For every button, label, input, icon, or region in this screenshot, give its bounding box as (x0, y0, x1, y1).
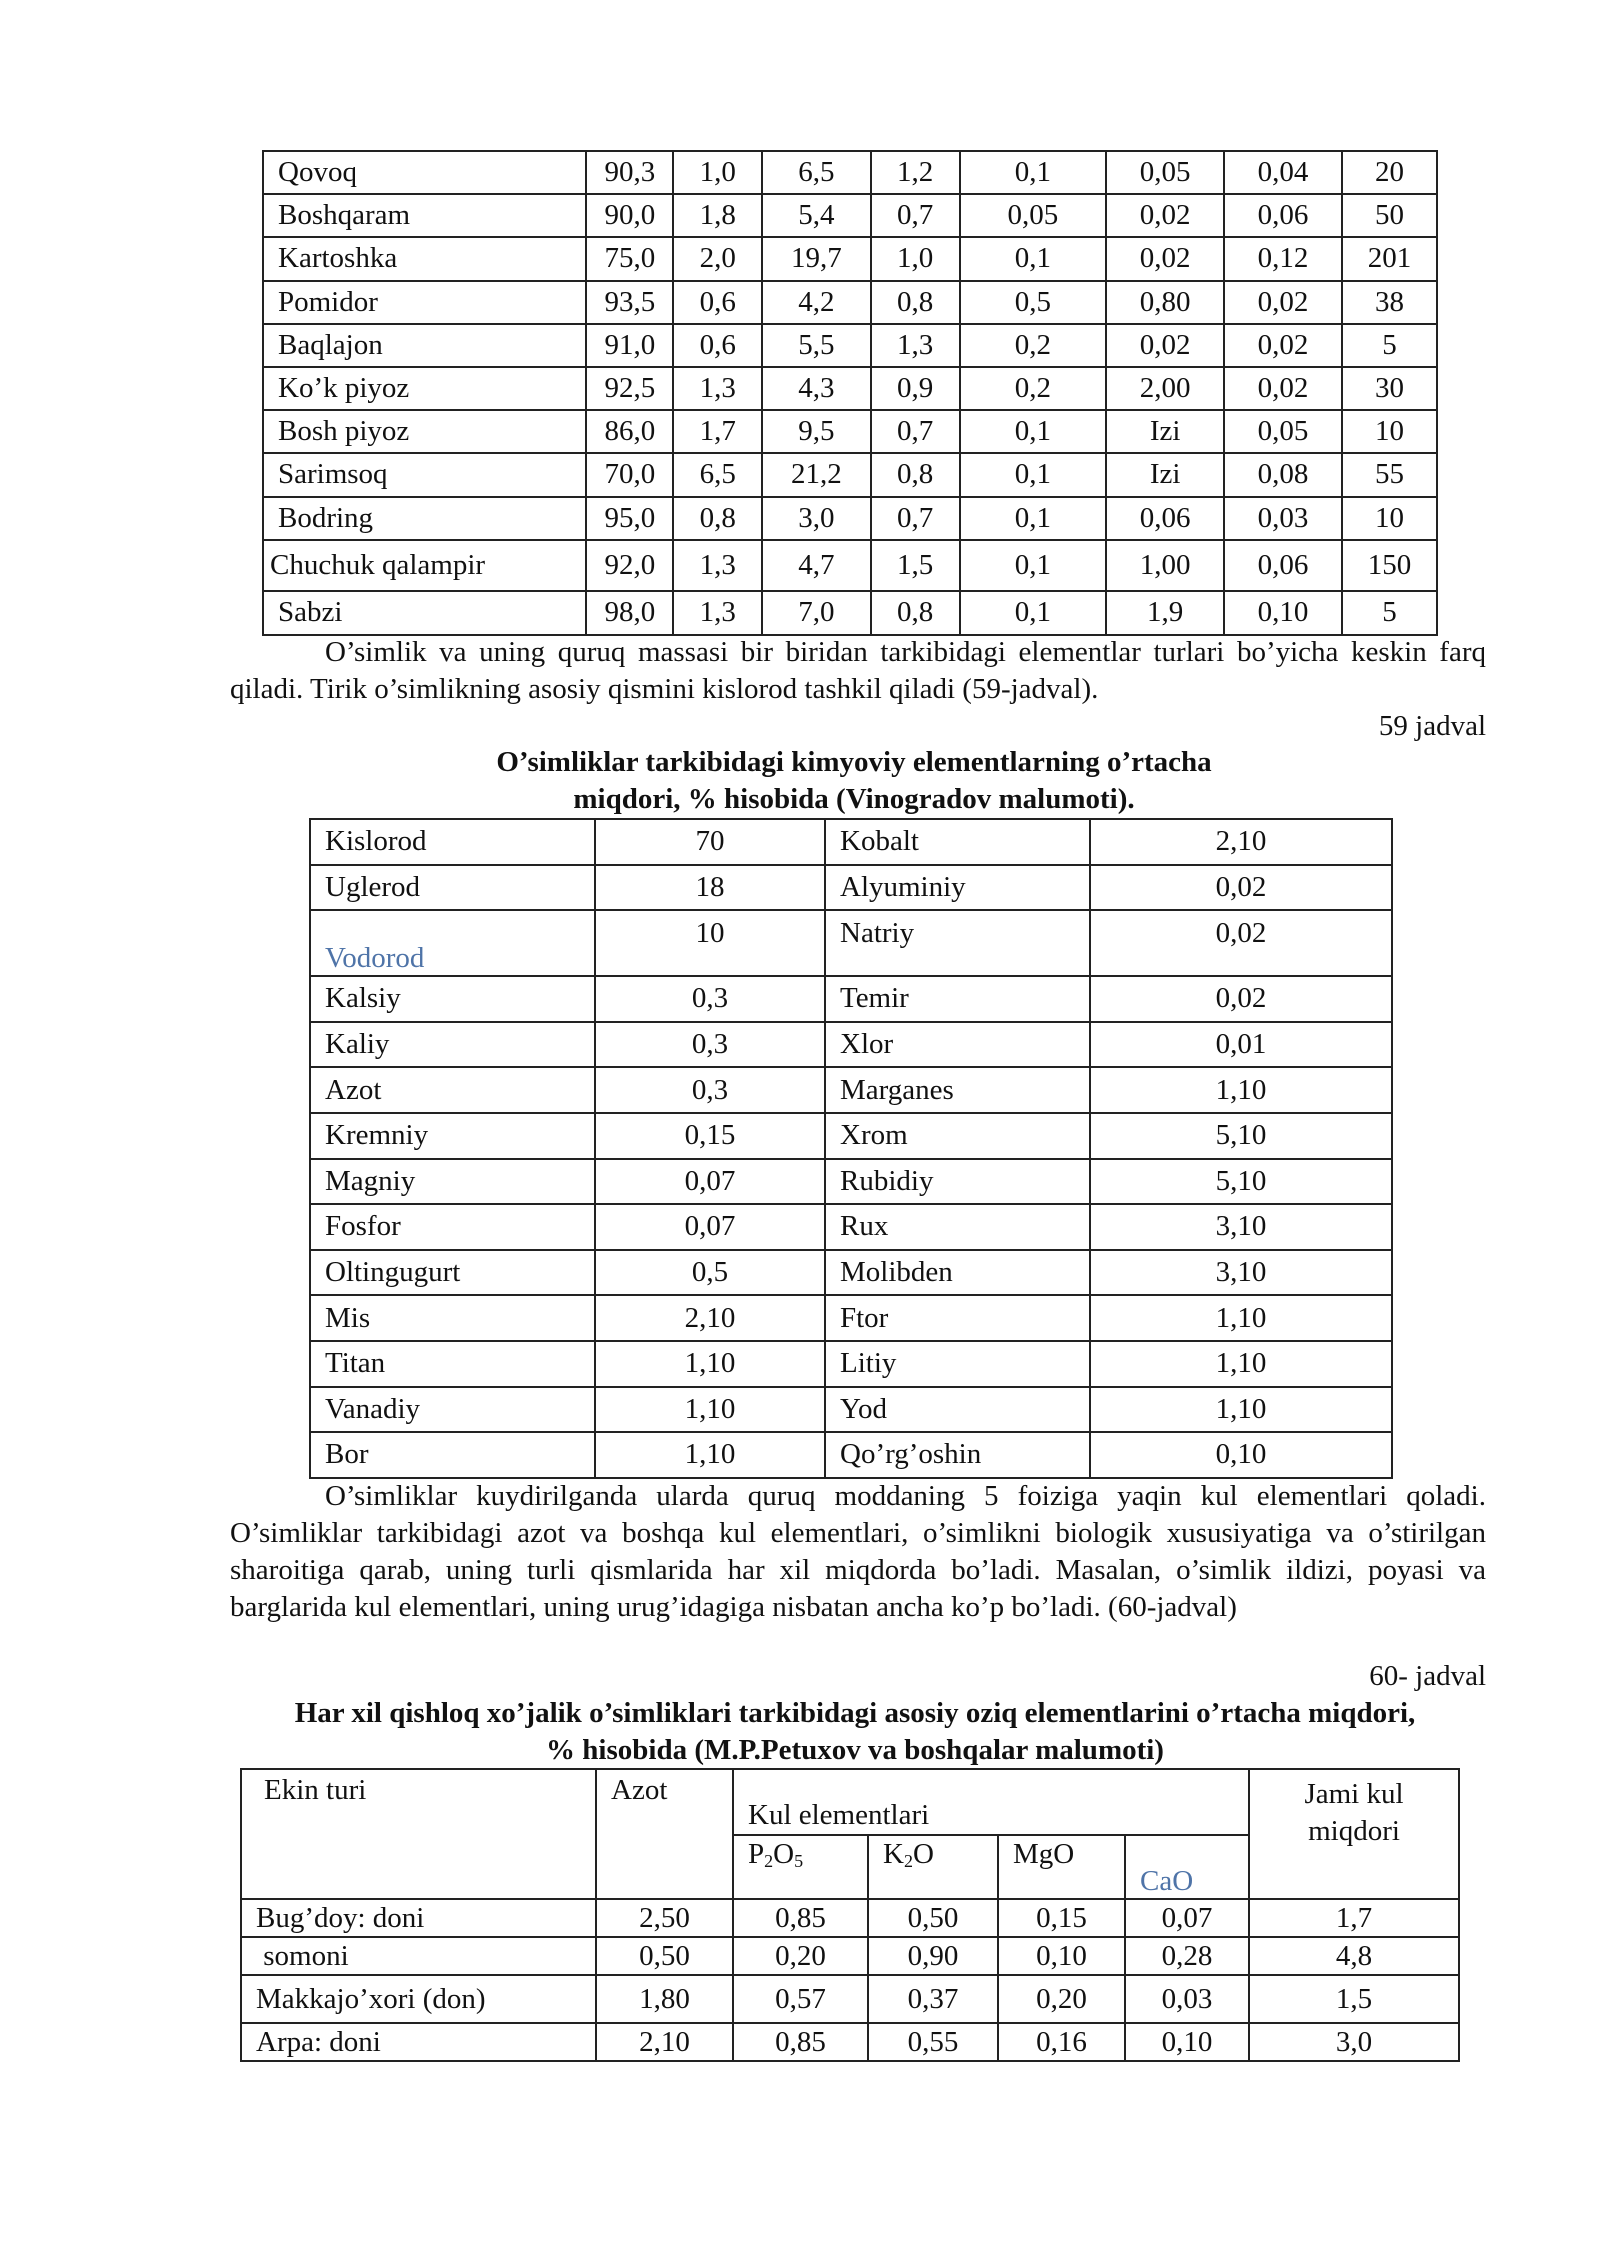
row-label: Kartoshka (263, 237, 586, 280)
element-value: 1,10 (595, 1387, 825, 1433)
table-cell: 201 (1342, 237, 1437, 280)
element-name: Alyuminiy (825, 865, 1090, 911)
table-cell: 0,8 (673, 497, 762, 540)
table-cell: 0,8 (871, 453, 960, 496)
row-label: Baqlajon (263, 324, 586, 367)
table-row (310, 865, 1392, 911)
element-value: 5,10 (1090, 1113, 1392, 1159)
header-cao: CaO (1125, 1835, 1249, 1899)
table-row (310, 1022, 1392, 1068)
table-cell: 0,57 (733, 1975, 868, 2023)
element-value: 70 (595, 819, 825, 865)
crop-name: Makkajo’xori (don) (241, 1975, 596, 2023)
table-row (241, 1899, 1459, 1937)
table-cell: 0,8 (871, 591, 960, 635)
header-jami-kul-line1: Jami kul (1304, 1778, 1404, 1810)
table-60-title (200, 1695, 1510, 1769)
row-label: Chuchuk qalampir (263, 540, 586, 591)
table-cell: 1,3 (673, 540, 762, 591)
table-cell: 0,05 (1106, 151, 1224, 194)
table-cell: 98,0 (586, 591, 673, 635)
table-cell: 1,3 (673, 367, 762, 410)
table-cell: 30 (1342, 367, 1437, 410)
element-value: 0,15 (595, 1113, 825, 1159)
p2o5-p: P (748, 1838, 765, 1870)
table-cell: 1,8 (673, 194, 762, 237)
table-60 (240, 1768, 1460, 2062)
table-cell: 1,3 (871, 324, 960, 367)
table-cell: 1,5 (1249, 1975, 1459, 2023)
table-cell: 9,5 (762, 410, 871, 453)
header-jami-kul-line2: miqdori (1308, 1815, 1400, 1847)
table-cell: 0,85 (733, 1899, 868, 1937)
table-row (310, 1341, 1392, 1387)
element-name: Xrom (825, 1113, 1090, 1159)
header-kul-elementlari: Kul elementlari (733, 1769, 1249, 1835)
table-cell: 1,2 (871, 151, 960, 194)
table-cell: 0,85 (733, 2023, 868, 2061)
table-row (310, 976, 1392, 1022)
element-value: 1,10 (595, 1341, 825, 1387)
table-row (263, 151, 1437, 194)
table-row (310, 1067, 1392, 1113)
element-name: Magniy (310, 1159, 595, 1205)
table-cell: 150 (1342, 540, 1437, 591)
element-value: 3,10 (1090, 1250, 1392, 1296)
element-name: Vodorod (310, 910, 595, 976)
element-value: 1,10 (1090, 1387, 1392, 1433)
element-name: Molibden (825, 1250, 1090, 1296)
k2o-o: O (912, 1838, 934, 1870)
vegetables-table-body (263, 151, 1437, 635)
table-cell: 0,02 (1106, 237, 1224, 280)
table-cell: 0,9 (871, 367, 960, 410)
element-value: 1,10 (1090, 1067, 1392, 1113)
table-cell: 0,90 (868, 1937, 998, 1975)
table-cell: 4,2 (762, 281, 871, 324)
table-cell: 0,07 (1125, 1899, 1249, 1937)
element-name: Titan (310, 1341, 595, 1387)
table-cell: 0,1 (960, 591, 1107, 635)
element-value: 0,5 (595, 1250, 825, 1296)
header-p2o5 (733, 1835, 868, 1899)
table-cell: 93,5 (586, 281, 673, 324)
table-cell: 0,02 (1224, 281, 1342, 324)
table-cell: 70,0 (586, 453, 673, 496)
table-row (310, 1295, 1392, 1341)
table-cell: 0,20 (733, 1937, 868, 1975)
element-name: Marganes (825, 1067, 1090, 1113)
table-row (263, 237, 1437, 280)
table-cell: 0,28 (1125, 1937, 1249, 1975)
table-cell: 0,55 (868, 2023, 998, 2061)
table-cell: 0,03 (1224, 497, 1342, 540)
table-row (263, 410, 1437, 453)
table-cell: 0,20 (998, 1975, 1125, 2023)
element-value: 0,01 (1090, 1022, 1392, 1068)
table-60-title-line2: % hisobida (M.P.Petuxov va boshqalar malumoti) (546, 1734, 1164, 1766)
table-cell: 0,1 (960, 540, 1107, 591)
table-cell: 50 (1342, 194, 1437, 237)
table-cell: 0,05 (960, 194, 1107, 237)
element-name: Kaliy (310, 1022, 595, 1068)
table-cell: 0,7 (871, 497, 960, 540)
table-cell: 7,0 (762, 591, 871, 635)
element-name: Kislorod (310, 819, 595, 865)
table-cell: 2,50 (596, 1899, 733, 1937)
table-cell: 0,50 (596, 1937, 733, 1975)
crop-name: Arpa: doni (241, 2023, 596, 2061)
row-label: Qovoq (263, 151, 586, 194)
element-name: Vanadiy (310, 1387, 595, 1433)
row-label: Bosh piyoz (263, 410, 586, 453)
table-cell: 0,02 (1224, 367, 1342, 410)
element-name: Kalsiy (310, 976, 595, 1022)
table-cell: 0,10 (1224, 591, 1342, 635)
element-name: Xlor (825, 1022, 1090, 1068)
table-cell: 0,06 (1224, 194, 1342, 237)
table-cell: 0,50 (868, 1899, 998, 1937)
element-value: 2,10 (1090, 819, 1392, 865)
crop-name: Bug’doy: doni (241, 1899, 596, 1937)
element-name: Rubidiy (825, 1159, 1090, 1205)
table-cell: 1,9 (1106, 591, 1224, 635)
table-60-body (241, 1899, 1459, 2061)
paragraph-ash-elements: O’simliklar kuydirilganda ularda quruq moddaning 5 foiziga yaqin kul elementlari qoladi. O’simliklar tarkibidagi azot va boshqa kul elementlari, o’simlikni biologik xususiyatiga va o’stirilgan sharoitiga qarab, uning turli qismlarida har xil miqdorda bo’ladi. Masalan, o’simlik ildizi, poyasi va barglarida kul elementlari, uning urug’idagiga nisbatan ancha ko’p bo’ladi. (60-jadval) (230, 1480, 1486, 1623)
table-cell: Izi (1106, 453, 1224, 496)
table-cell: 92,5 (586, 367, 673, 410)
table-cell: 0,03 (1125, 1975, 1249, 2023)
table-cell: 0,6 (673, 281, 762, 324)
table-cell: 0,05 (1224, 410, 1342, 453)
table-cell: 6,5 (673, 453, 762, 496)
p2o5-sub1: 2 (764, 1851, 774, 1871)
table-cell: 2,0 (673, 237, 762, 280)
header-ekin-turi: Ekin turi (241, 1769, 596, 1899)
element-name: Yod (825, 1387, 1090, 1433)
element-value: 1,10 (595, 1432, 825, 1478)
table-cell: 0,02 (1224, 324, 1342, 367)
table-cell: 1,7 (1249, 1899, 1459, 1937)
table-cell: 0,12 (1224, 237, 1342, 280)
table-row (263, 367, 1437, 410)
element-value: 0,3 (595, 1067, 825, 1113)
table-row (310, 819, 1392, 865)
table-cell: 3,0 (762, 497, 871, 540)
element-value: 0,02 (1090, 976, 1392, 1022)
table-cell: 5 (1342, 591, 1437, 635)
table-cell: Izi (1106, 410, 1224, 453)
table-row (241, 1975, 1459, 2023)
element-value: 0,02 (1090, 910, 1392, 976)
table-cell: 0,5 (960, 281, 1107, 324)
table-59-label: 59 jadval (1378, 710, 1486, 742)
table-cell: 1,7 (673, 410, 762, 453)
table-59-title-line2: miqdori, % hisobida (Vinogradov malumoti). (573, 783, 1135, 815)
table-cell: 92,0 (586, 540, 673, 591)
table-row (241, 2023, 1459, 2061)
p2o5-o: O (773, 1838, 795, 1870)
element-name: Rux (825, 1204, 1090, 1250)
table-cell: 5,5 (762, 324, 871, 367)
table-cell: 0,7 (871, 410, 960, 453)
element-name: Kobalt (825, 819, 1090, 865)
element-value: 1,10 (1090, 1295, 1392, 1341)
table-cell: 0,1 (960, 410, 1107, 453)
table-cell: 0,1 (960, 151, 1107, 194)
table-cell: 0,02 (1106, 194, 1224, 237)
element-name: Azot (310, 1067, 595, 1113)
table-row (310, 1159, 1392, 1205)
table-cell: 90,0 (586, 194, 673, 237)
table-cell: 4,3 (762, 367, 871, 410)
table-cell: 6,5 (762, 151, 871, 194)
table-cell: 1,3 (673, 591, 762, 635)
table-cell: 3,0 (1249, 2023, 1459, 2061)
table-cell: 0,7 (871, 194, 960, 237)
table-cell: 0,2 (960, 324, 1107, 367)
table-row (310, 1250, 1392, 1296)
table-cell: 0,04 (1224, 151, 1342, 194)
element-value: 18 (595, 865, 825, 911)
row-label: Pomidor (263, 281, 586, 324)
table-row (310, 1387, 1392, 1433)
table-cell: 0,16 (998, 2023, 1125, 2061)
table-59-title-line1: O’simliklar tarkibidagi kimyoviy elementlarning o’rtacha (496, 746, 1212, 778)
table-row (310, 1204, 1392, 1250)
table-59-title (220, 744, 1488, 818)
table-cell: 91,0 (586, 324, 673, 367)
header-jami-kul (1249, 1769, 1459, 1899)
table-cell: 1,0 (673, 151, 762, 194)
element-value: 3,10 (1090, 1204, 1392, 1250)
table-row (263, 281, 1437, 324)
row-label: Bodring (263, 497, 586, 540)
p2o5-sub2: 5 (794, 1851, 804, 1871)
table-cell: 20 (1342, 151, 1437, 194)
table-cell: 0,2 (960, 367, 1107, 410)
header-mgo: MgO (998, 1835, 1125, 1899)
table-cell: 90,3 (586, 151, 673, 194)
element-name: Fosfor (310, 1204, 595, 1250)
table-cell: 1,0 (871, 237, 960, 280)
table-cell: 21,2 (762, 453, 871, 496)
table-cell: 86,0 (586, 410, 673, 453)
table-cell: 55 (1342, 453, 1437, 496)
table-row (263, 497, 1437, 540)
element-value: 2,10 (595, 1295, 825, 1341)
table-60-title-line1: Har xil qishloq xo’jalik o’simliklari tarkibidagi asosiy oziq elementlarini o’rtacha miqdori, (294, 1697, 1416, 1729)
element-name: Natriy (825, 910, 1090, 976)
table-row (263, 591, 1437, 635)
row-label: Boshqaram (263, 194, 586, 237)
table-cell: 95,0 (586, 497, 673, 540)
table-cell: 1,80 (596, 1975, 733, 2023)
element-name: Oltingugurt (310, 1250, 595, 1296)
table-59-body (310, 819, 1392, 1478)
table-cell: 5 (1342, 324, 1437, 367)
table-cell: 0,15 (998, 1899, 1125, 1937)
element-value: 0,10 (1090, 1432, 1392, 1478)
paragraph-plant-mass: O’simlik va uning quruq massasi bir biridan tarkibidagi elementlar turlari bo’yicha keskin farq qiladi. Tirik o’simlikning asosiy qismini kislorod tashkil qiladi (59-jadval). (230, 636, 1486, 705)
table-cell: 10 (1342, 410, 1437, 453)
table-cell: 0,10 (1125, 2023, 1249, 2061)
element-name: Uglerod (310, 865, 595, 911)
row-label: Sabzi (263, 591, 586, 635)
table-row (263, 540, 1437, 591)
element-value: 1,10 (1090, 1341, 1392, 1387)
table-cell: 75,0 (586, 237, 673, 280)
table-cell: 4,7 (762, 540, 871, 591)
element-value: 0,3 (595, 1022, 825, 1068)
element-name: Litiy (825, 1341, 1090, 1387)
table-cell: 0,1 (960, 237, 1107, 280)
table-60-label: 60- jadval (1369, 1660, 1486, 1692)
table-cell: 5,4 (762, 194, 871, 237)
table-cell: 1,00 (1106, 540, 1224, 591)
crop-name: somoni (241, 1937, 596, 1975)
element-name: Bor (310, 1432, 595, 1478)
table-cell: 0,10 (998, 1937, 1125, 1975)
table-cell: 2,10 (596, 2023, 733, 2061)
element-value: 0,3 (595, 976, 825, 1022)
row-label: Sarimsoq (263, 453, 586, 496)
table-59 (309, 818, 1393, 1479)
table-cell: 0,06 (1224, 540, 1342, 591)
element-name: Qo’rg’oshin (825, 1432, 1090, 1478)
table-cell: 0,08 (1224, 453, 1342, 496)
header-azot: Azot (596, 1769, 733, 1899)
table-row (263, 194, 1437, 237)
element-value: 0,07 (595, 1204, 825, 1250)
table-cell: 38 (1342, 281, 1437, 324)
table-cell: 10 (1342, 497, 1437, 540)
element-name: Ftor (825, 1295, 1090, 1341)
element-value: 10 (595, 910, 825, 976)
table-cell: 0,02 (1106, 324, 1224, 367)
table-cell: 0,37 (868, 1975, 998, 2023)
table-cell: 0,80 (1106, 281, 1224, 324)
table-cell: 0,8 (871, 281, 960, 324)
table-cell: 0,06 (1106, 497, 1224, 540)
table-row (310, 1113, 1392, 1159)
table-row (241, 1937, 1459, 1975)
table-cell: 1,5 (871, 540, 960, 591)
element-name: Temir (825, 976, 1090, 1022)
element-name: Kremniy (310, 1113, 595, 1159)
table-cell: 0,1 (960, 453, 1107, 496)
element-value: 0,02 (1090, 865, 1392, 911)
table-row (310, 1432, 1392, 1478)
table-cell: 2,00 (1106, 367, 1224, 410)
element-name: Mis (310, 1295, 595, 1341)
element-value: 0,07 (595, 1159, 825, 1205)
table-row (263, 453, 1437, 496)
table-cell: 19,7 (762, 237, 871, 280)
row-label: Ko’k piyoz (263, 367, 586, 410)
table-row (263, 324, 1437, 367)
k2o-k: K (883, 1838, 904, 1870)
table-row (310, 910, 1392, 976)
vegetables-table (262, 150, 1438, 636)
table-cell: 0,6 (673, 324, 762, 367)
table-cell: 0,1 (960, 497, 1107, 540)
header-k2o (868, 1835, 998, 1899)
table-cell: 4,8 (1249, 1937, 1459, 1975)
element-value: 5,10 (1090, 1159, 1392, 1205)
k2o-sub: 2 (903, 1851, 913, 1871)
